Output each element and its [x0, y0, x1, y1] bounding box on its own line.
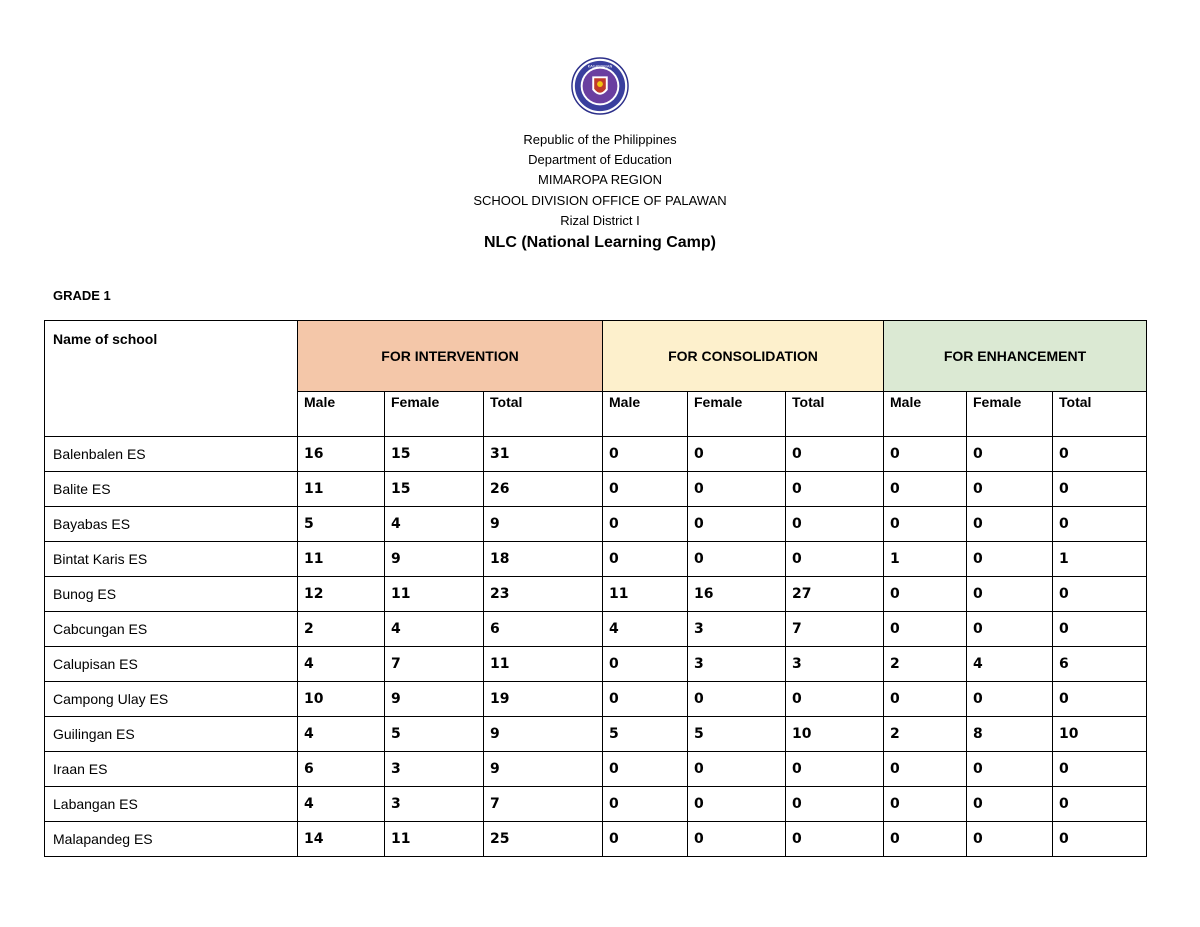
header-line: Republic of the Philippines: [523, 132, 677, 147]
value-cell: 12: [298, 577, 385, 612]
value-cell: 11: [298, 472, 385, 507]
value-cell: 0: [688, 472, 786, 507]
total-header: Total: [1053, 392, 1147, 437]
value-cell: 0: [1053, 612, 1147, 647]
value-cell: 15: [385, 437, 484, 472]
value-cell: 9: [385, 542, 484, 577]
value-cell: 5: [603, 717, 688, 752]
value-cell: 0: [884, 787, 967, 822]
value-cell: 3: [786, 647, 884, 682]
value-cell: 0: [1053, 577, 1147, 612]
header-line: MIMAROPA REGION: [538, 172, 662, 188]
table-row: [45, 752, 1147, 787]
value-cell: 0: [967, 472, 1053, 507]
value-cell: 10: [1053, 717, 1147, 752]
value-cell: 5: [385, 717, 484, 752]
document-header: [0, 130, 1200, 254]
value-cell: 0: [1053, 507, 1147, 542]
school-name-cell: Malapandeg ES: [45, 822, 298, 857]
value-cell: 0: [603, 647, 688, 682]
deped-seal-icon: [571, 57, 629, 115]
value-cell: 4: [603, 612, 688, 647]
for-enhancement-header: FOR ENHANCEMENT: [884, 321, 1147, 392]
value-cell: 23: [484, 577, 603, 612]
school-name-cell: Balenbalen ES: [45, 437, 298, 472]
female-header: Female: [967, 392, 1053, 437]
value-cell: 0: [786, 787, 884, 822]
value-cell: 0: [603, 682, 688, 717]
value-cell: 2: [298, 612, 385, 647]
value-cell: 4: [298, 787, 385, 822]
school-name-cell: Campong Ulay ES: [45, 682, 298, 717]
document-title: NLC (National Learning Camp): [483, 234, 716, 252]
value-cell: 0: [967, 437, 1053, 472]
value-cell: 0: [603, 437, 688, 472]
value-cell: 7: [484, 787, 603, 822]
value-cell: 4: [385, 507, 484, 542]
value-cell: 4: [298, 717, 385, 752]
female-header: Female: [688, 392, 786, 437]
table-row: [45, 577, 1147, 612]
school-name-cell: Bayabas ES: [45, 507, 298, 542]
header-line: Rizal District I: [560, 212, 640, 228]
value-cell: 0: [786, 507, 884, 542]
value-cell: 0: [884, 752, 967, 787]
value-cell: 11: [603, 577, 688, 612]
value-cell: 0: [688, 542, 786, 577]
school-name-cell: Guilingan ES: [45, 717, 298, 752]
value-cell: 18: [484, 542, 603, 577]
value-cell: 14: [298, 822, 385, 857]
value-cell: 0: [884, 682, 967, 717]
value-cell: 3: [688, 612, 786, 647]
school-name-cell: Labangan ES: [45, 787, 298, 822]
value-cell: 0: [688, 682, 786, 717]
value-cell: 15: [385, 472, 484, 507]
value-cell: 0: [786, 472, 884, 507]
table-row: [45, 822, 1147, 857]
value-cell: 6: [484, 612, 603, 647]
value-cell: 3: [385, 787, 484, 822]
table-row: [45, 647, 1147, 682]
table-row: [45, 542, 1147, 577]
value-cell: 9: [385, 682, 484, 717]
value-cell: 0: [603, 822, 688, 857]
value-cell: 16: [688, 577, 786, 612]
table-row: [45, 717, 1147, 752]
value-cell: 16: [298, 437, 385, 472]
male-header: Male: [603, 392, 688, 437]
value-cell: 2: [884, 717, 967, 752]
value-cell: 0: [967, 577, 1053, 612]
for-consolidation-header: FOR CONSOLIDATION: [603, 321, 884, 392]
value-cell: 6: [298, 752, 385, 787]
value-cell: 25: [484, 822, 603, 857]
header-line: SCHOOL DIVISION OFFICE OF PALAWAN: [473, 192, 727, 208]
value-cell: 0: [884, 507, 967, 542]
value-cell: 11: [298, 542, 385, 577]
value-cell: 0: [786, 822, 884, 857]
total-header: Total: [786, 392, 884, 437]
school-name-cell: Iraan ES: [45, 752, 298, 787]
value-cell: 0: [688, 822, 786, 857]
school-name-cell: Bintat Karis ES: [45, 542, 298, 577]
school-name-cell: Calupisan ES: [45, 647, 298, 682]
value-cell: 4: [298, 647, 385, 682]
value-cell: 0: [1053, 787, 1147, 822]
grade-label: GRADE 1: [53, 288, 111, 303]
value-cell: 0: [603, 542, 688, 577]
value-cell: 5: [688, 717, 786, 752]
value-cell: 0: [1053, 752, 1147, 787]
value-cell: 31: [484, 437, 603, 472]
value-cell: 7: [385, 647, 484, 682]
value-cell: 0: [603, 752, 688, 787]
value-cell: 1: [1053, 542, 1147, 577]
value-cell: 0: [967, 507, 1053, 542]
school-name-cell: Balite ES: [45, 472, 298, 507]
value-cell: 2: [884, 647, 967, 682]
value-cell: 0: [884, 612, 967, 647]
value-cell: 7: [786, 612, 884, 647]
value-cell: 0: [967, 542, 1053, 577]
value-cell: 0: [603, 472, 688, 507]
female-header: Female: [385, 392, 484, 437]
male-header: Male: [298, 392, 385, 437]
value-cell: 5: [298, 507, 385, 542]
value-cell: 8: [967, 717, 1053, 752]
value-cell: 0: [884, 437, 967, 472]
value-cell: 0: [967, 787, 1053, 822]
value-cell: 26: [484, 472, 603, 507]
value-cell: 0: [688, 507, 786, 542]
header-line: Department of Education: [528, 152, 672, 168]
value-cell: 9: [484, 752, 603, 787]
value-cell: 1: [884, 542, 967, 577]
value-cell: 0: [1053, 437, 1147, 472]
table-row: [45, 787, 1147, 822]
male-header: Male: [884, 392, 967, 437]
value-cell: 0: [603, 507, 688, 542]
table-row: [45, 507, 1147, 542]
value-cell: 19: [484, 682, 603, 717]
table-row: [45, 612, 1147, 647]
value-cell: 0: [688, 787, 786, 822]
value-cell: 0: [884, 822, 967, 857]
value-cell: 9: [484, 507, 603, 542]
school-name-cell: Cabcungan ES: [45, 612, 298, 647]
value-cell: 10: [298, 682, 385, 717]
value-cell: 4: [967, 647, 1053, 682]
for-intervention-header: FOR INTERVENTION: [298, 321, 603, 392]
value-cell: 11: [385, 577, 484, 612]
value-cell: 0: [1053, 682, 1147, 717]
value-cell: 0: [688, 437, 786, 472]
table-row: [45, 682, 1147, 717]
table-row: [45, 437, 1147, 472]
total-header: Total: [484, 392, 603, 437]
value-cell: 6: [1053, 647, 1147, 682]
table-row: [45, 472, 1147, 507]
value-cell: 0: [884, 472, 967, 507]
value-cell: 3: [385, 752, 484, 787]
value-cell: 10: [786, 717, 884, 752]
value-cell: 27: [786, 577, 884, 612]
value-cell: 0: [786, 437, 884, 472]
value-cell: 0: [1053, 472, 1147, 507]
value-cell: 0: [884, 577, 967, 612]
value-cell: 0: [967, 682, 1053, 717]
value-cell: 0: [967, 822, 1053, 857]
value-cell: 0: [1053, 822, 1147, 857]
name-of-school-header: Name of school: [45, 321, 298, 437]
school-name-cell: Bunog ES: [45, 577, 298, 612]
nlc-table: [44, 320, 1147, 857]
value-cell: 0: [967, 752, 1053, 787]
value-cell: 0: [967, 612, 1053, 647]
value-cell: 0: [603, 787, 688, 822]
value-cell: 0: [786, 752, 884, 787]
value-cell: 11: [484, 647, 603, 682]
value-cell: 0: [786, 682, 884, 717]
value-cell: 3: [688, 647, 786, 682]
value-cell: 0: [786, 542, 884, 577]
value-cell: 9: [484, 717, 603, 752]
value-cell: 11: [385, 822, 484, 857]
svg-text:KAGAWARAN: KAGAWARAN: [587, 63, 613, 69]
value-cell: 4: [385, 612, 484, 647]
value-cell: 0: [688, 752, 786, 787]
